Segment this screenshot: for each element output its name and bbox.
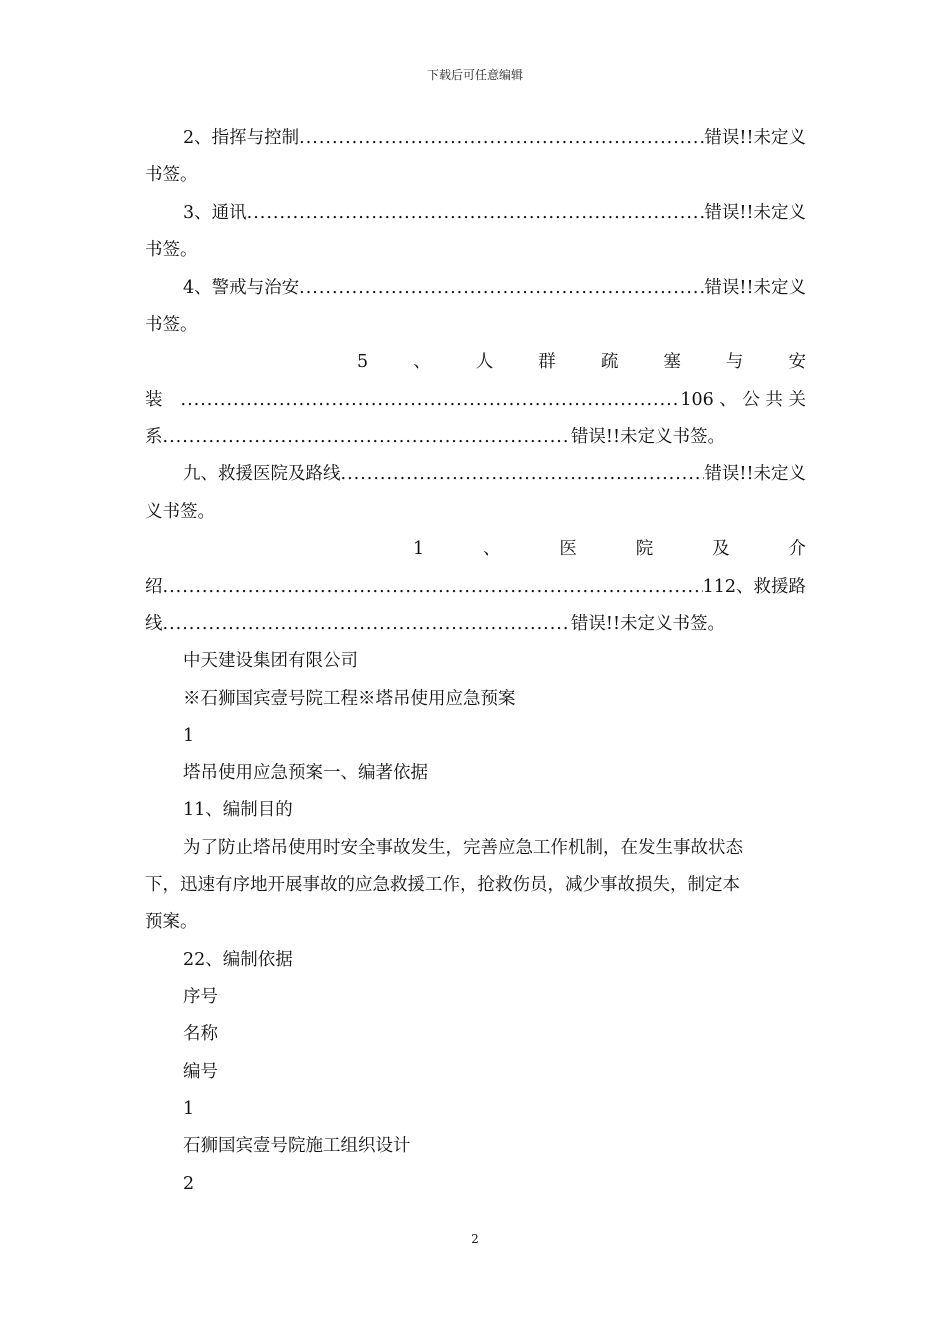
toc-continuation: 书签。	[145, 165, 198, 185]
spread-char: 群	[538, 352, 556, 372]
toc-label: 九、救援医院及路线	[183, 464, 341, 484]
subsection-purpose: 11、编制目的	[183, 800, 293, 820]
toc-leader	[299, 276, 704, 300]
spread-char: 、	[483, 539, 501, 559]
toc-entry-hospital-line2	[145, 575, 806, 599]
toc-tail: 106 、 公 共 关	[680, 390, 806, 410]
page-header: 下载后可任意编辑	[426, 68, 523, 82]
table-header-code: 编号	[183, 1062, 218, 1082]
toc-leader	[163, 612, 571, 636]
spread-char: 人	[475, 352, 494, 372]
spread-char: 疏	[600, 352, 619, 372]
table-cell-no: 2	[183, 1174, 195, 1194]
toc-leader	[163, 425, 571, 449]
table-header-name: 名称	[183, 1024, 218, 1044]
spread-char: 塞	[663, 352, 681, 372]
paragraph-line: 为了防止塔吊使用时安全事故发生，完善应急工作机制，在发生事故状态	[183, 838, 743, 858]
spread-char: 5	[357, 352, 369, 372]
toc-leader	[163, 575, 703, 599]
toc-error: 错误!!未定义	[704, 464, 806, 484]
toc-label: 4、警戒与治安	[183, 278, 300, 298]
toc-entry-security	[183, 276, 806, 300]
toc-label: 线	[145, 614, 163, 634]
project-title: ※石狮国宾壹号院工程※塔吊使用应急预案	[183, 689, 516, 709]
toc-entry-crowd-spread	[357, 350, 806, 374]
paragraph-line: 预案。	[145, 912, 198, 932]
toc-continuation: 书签。	[145, 240, 198, 260]
section-heading: 塔吊使用应急预案一、编著依据	[183, 763, 428, 783]
table-cell-no: 1	[183, 1099, 195, 1119]
spread-char: 及	[712, 539, 730, 559]
toc-label: 绍	[145, 577, 163, 597]
toc-error: 错误!!未定义书签。	[570, 427, 725, 447]
toc-continuation: 书签。	[145, 315, 198, 335]
toc-label: 装	[145, 390, 163, 410]
toc-leader	[341, 462, 705, 486]
spread-char: 院	[635, 539, 654, 559]
spread-char: 介	[788, 539, 806, 559]
toc-entry-command	[183, 126, 806, 150]
spread-char: 与	[725, 352, 744, 372]
spread-char: 、	[413, 352, 431, 372]
page-number: 2	[471, 1232, 479, 1246]
toc-tail: 112、救援路	[702, 577, 806, 597]
toc-entry-hospital-line3	[145, 612, 725, 636]
toc-error: 错误!!未定义	[704, 128, 806, 148]
subsection-basis: 22、编制依据	[183, 950, 293, 970]
table-header-no: 序号	[183, 987, 218, 1007]
toc-label: 3、通讯	[183, 203, 247, 223]
toc-label: 2、指挥与控制	[183, 128, 300, 148]
toc-entry-communication	[183, 201, 806, 225]
toc-entry-rescue	[183, 462, 806, 486]
paragraph-line: 下，迅速有序地开展事故的应急救援工作，抢救伤员，减少事故损失，制定本	[145, 875, 740, 895]
toc-entry-hospital-spread	[413, 537, 806, 561]
company-name: 中天建设集团有限公司	[183, 651, 358, 671]
toc-leader	[181, 388, 681, 412]
spread-char: 1	[413, 539, 425, 559]
toc-entry-crowd-line2	[145, 388, 806, 412]
toc-entry-crowd-line3	[145, 425, 725, 449]
spread-char: 安	[788, 352, 806, 372]
toc-error: 错误!!未定义	[704, 203, 806, 223]
toc-leader	[247, 201, 705, 225]
table-cell-name: 石狮国宾壹号院施工组织设计	[183, 1136, 411, 1156]
toc-error: 错误!!未定义	[704, 278, 806, 298]
toc-label: 系	[145, 427, 163, 447]
toc-leader	[299, 126, 704, 150]
toc-continuation: 义书签。	[145, 502, 215, 522]
spread-char: 医	[559, 539, 577, 559]
toc-error: 错误!!未定义书签。	[570, 614, 725, 634]
section-number: 1	[183, 726, 195, 746]
